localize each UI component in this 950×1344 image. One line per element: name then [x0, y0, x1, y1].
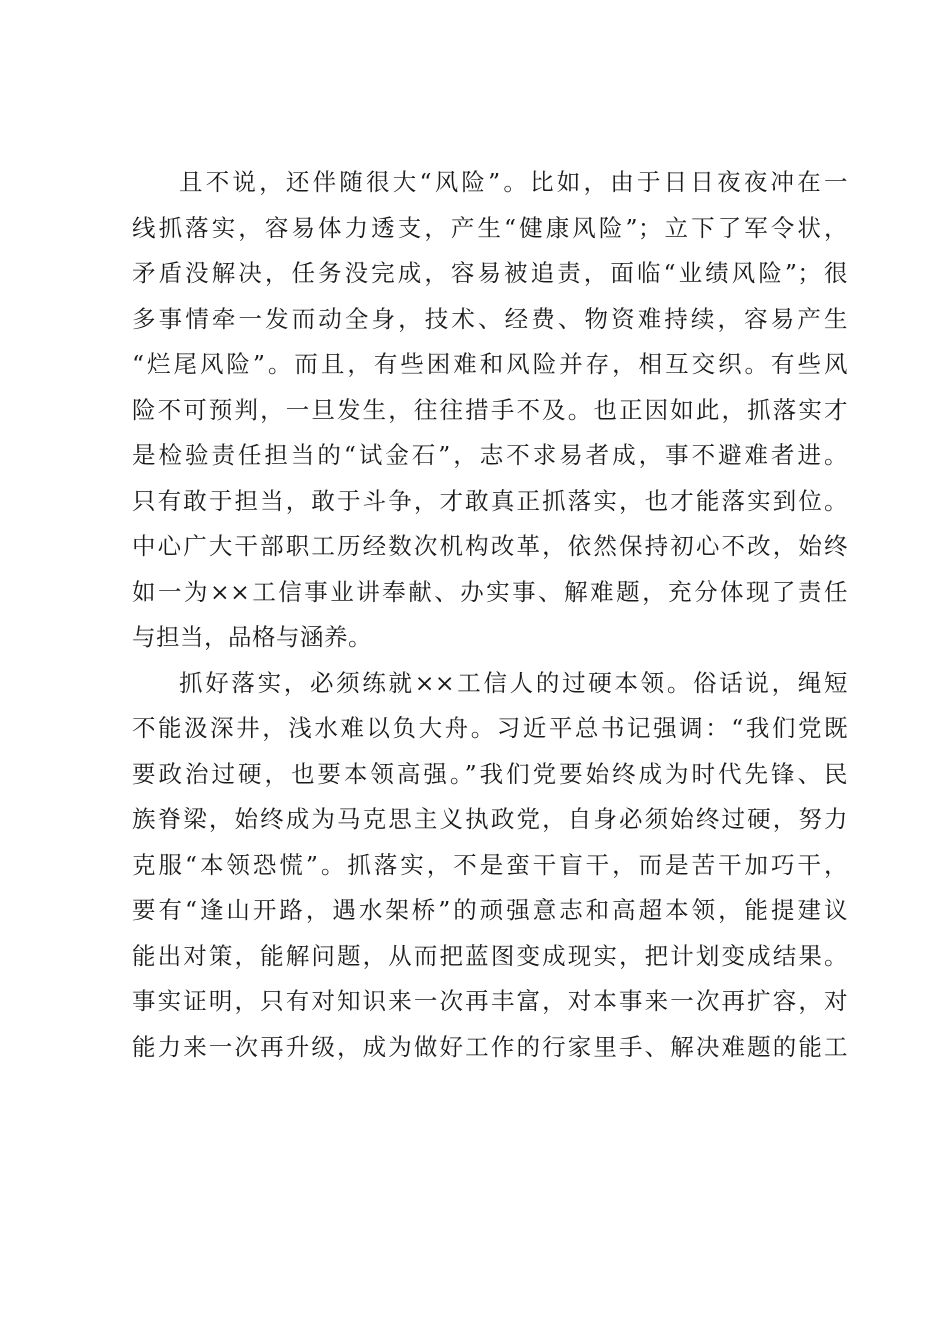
paragraph-2 [132, 661, 848, 1071]
text-line: 且不说，还伴随很大“风险”。比如，由于日日夜夜冲在一 [179, 168, 848, 196]
body-text [132, 160, 848, 1070]
text-line: 是检验责任担当的“试金石”，志不求易者成，事不避难者进。 [132, 441, 848, 469]
text-line: 克服“本领恐慌”。抓落实，不是蛮干盲干，而是苦干加巧干， [132, 850, 848, 879]
text-line: 能力来一次再升级，成为做好工作的行家里手、解决难题的能工 [132, 1032, 848, 1061]
text-line: 要政治过硬，也要本领高强。”我们党要始终成为时代先锋、民 [132, 759, 848, 788]
text-line: 险不可预判，一旦发生，往往措手不及。也正因如此，抓落实才 [132, 395, 848, 424]
text-line: 事实证明，只有对知识来一次再丰富，对本事来一次再扩容，对 [132, 987, 848, 1015]
text-line: 能出对策，能解问题，从而把蓝图变成现实，把计划变成结果。 [132, 941, 848, 970]
text-line: “烂尾风险”。而且，有些困难和风险并存，相互交织。有些风 [132, 350, 848, 378]
text-line: 不能汲深井，浅水难以负大舟。习近平总书记强调：“我们党既 [132, 714, 848, 742]
text-line: 如一为××工信事业讲奉献、办实事、解难题，充分体现了责任 [132, 577, 848, 606]
text-line: 多事情牵一发而动全身，技术、经费、物资难持续，容易产生 [132, 304, 848, 333]
text-line: 要有“逢山开路，遇水架桥”的顽强意志和高超本领，能提建议 [132, 896, 848, 924]
text-line: 矛盾没解决，任务没完成，容易被追责，面临“业绩风险”；很 [132, 259, 848, 287]
paragraph-1 [132, 160, 848, 661]
text-line: 族脊梁，始终成为马克思主义执政党，自身必须始终过硬，努力 [132, 805, 848, 833]
text-line: 只有敢于担当，敢于斗争，才敢真正抓落实，也才能落实到位。 [132, 486, 848, 515]
text-line: 与担当，品格与涵养。 [132, 623, 372, 651]
text-line: 抓好落实，必须练就××工信人的过硬本领。俗话说，绳短 [179, 668, 848, 697]
text-line: 中心广大干部职工历经数次机构改革，依然保持初心不改，始终 [132, 532, 848, 560]
text-line: 线抓落实，容易体力透支，产生“健康风险”；立下了军令状， [132, 213, 848, 242]
